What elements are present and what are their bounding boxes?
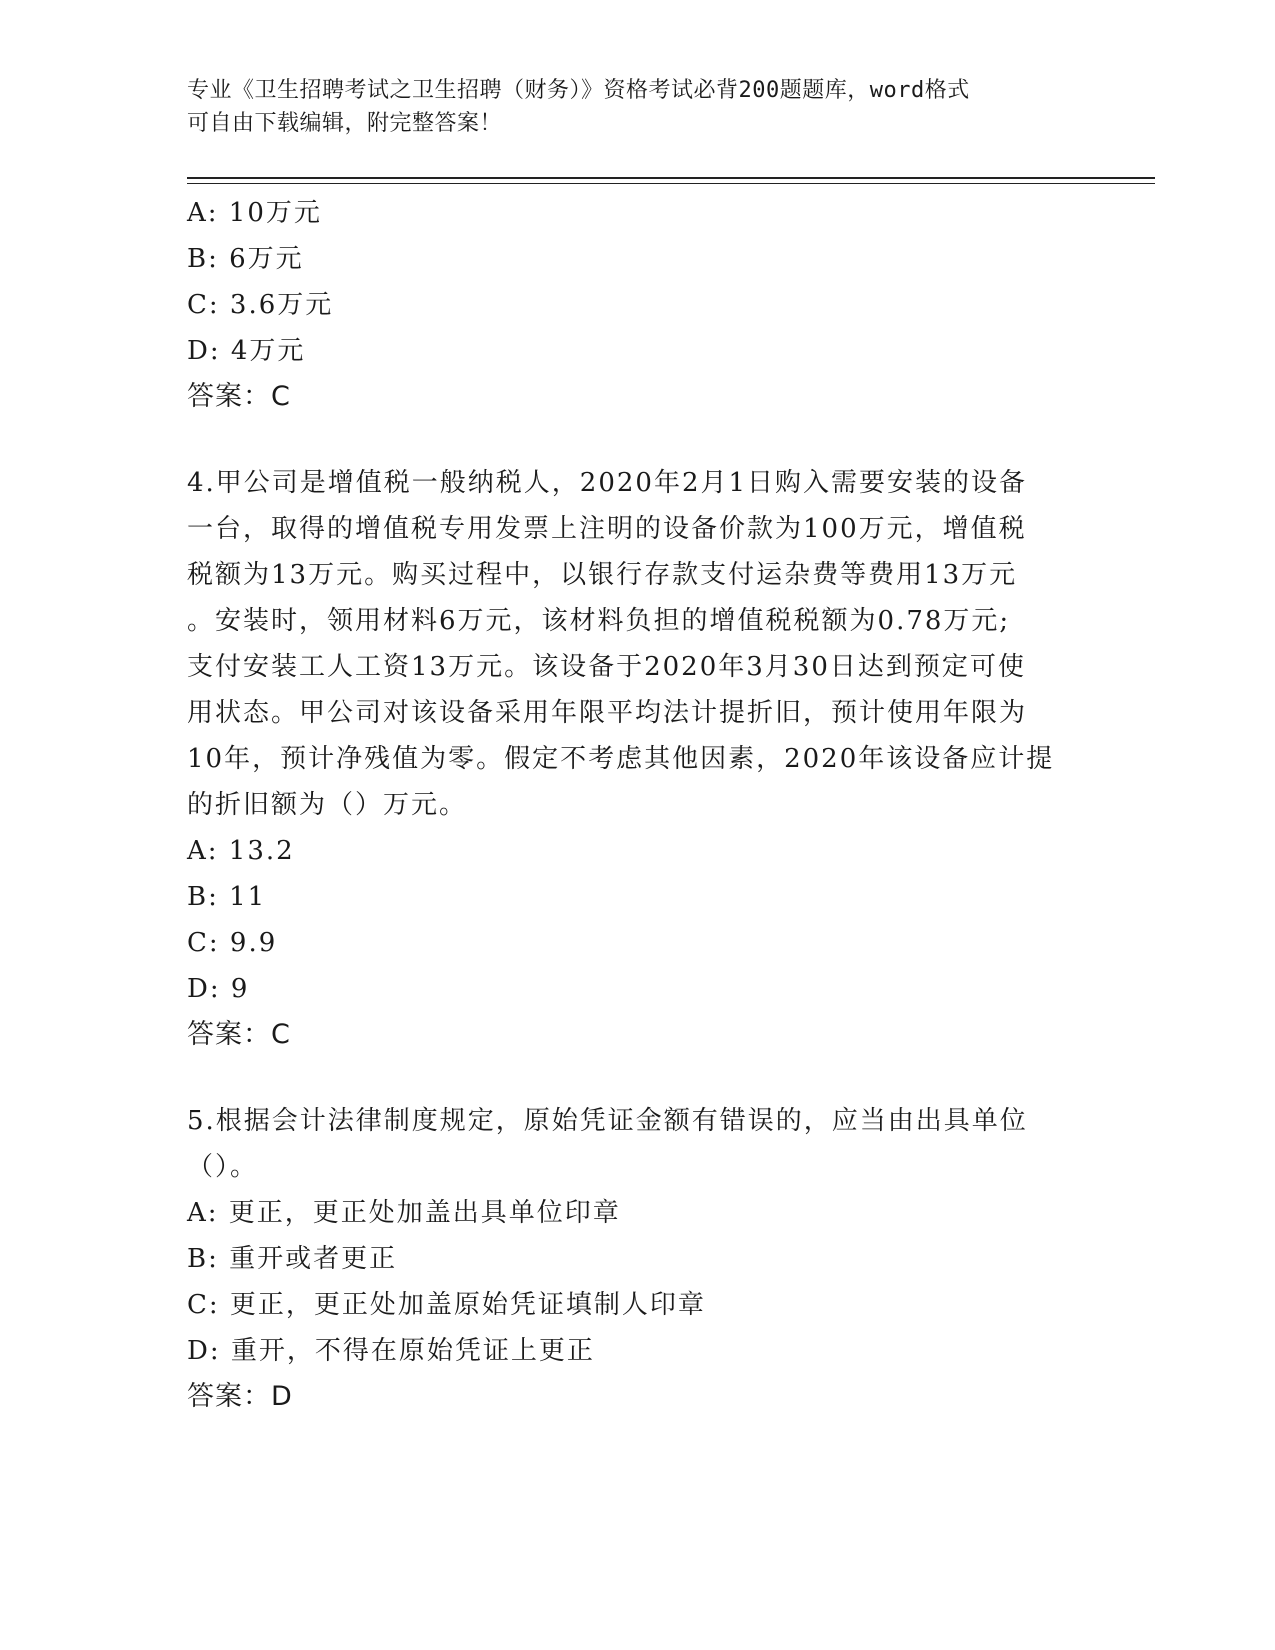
question-5-line: （）。 (187, 1152, 259, 1182)
question-5-option-c: C: 更正，更正处加盖原始凭证填制人印章 (187, 1290, 706, 1320)
question-3-options (187, 190, 1067, 374)
question-5-line: 5.根据会计法律制度规定，原始凭证金额有错误的，应当由出具单位 (187, 1106, 1028, 1136)
document-header (187, 74, 1087, 140)
question-5-stem (187, 1098, 1067, 1190)
question-4-line: 4.甲公司是增值税一般纳税人，2020年2月1日购入需要安装的设备 (187, 468, 1028, 498)
question-4-line: 一台，取得的增值税专用发票上注明的设备价款为100万元，增值税 (187, 514, 1027, 544)
question-5-option-d: D: 重开，不得在原始凭证上更正 (187, 1336, 595, 1366)
question-4-line: 税额为13万元。购买过程中，以银行存款支付运杂费等费用13万元 (187, 560, 1018, 590)
question-3-option-a: A: 10万元 (187, 198, 322, 228)
question-3-option-c: C: 3.6万元 (187, 290, 334, 320)
question-4-option-d: D: 9 (187, 974, 250, 1004)
spacer (187, 420, 1067, 460)
question-4-option-a: A: 13.2 (187, 836, 295, 866)
header-title-line-2: 可自由下载编辑，附完整答案！ (187, 111, 503, 136)
question-4-answer: 答案：C (187, 1019, 291, 1050)
question-3-answer: 答案：C (187, 381, 291, 412)
question-4-line: 。安装时，领用材料6万元，该材料负担的增值税税额为0.78万元; (187, 606, 1011, 636)
question-5-option-a: A: 更正，更正处加盖出具单位印章 (187, 1198, 621, 1228)
question-4-options (187, 828, 1067, 1012)
question-4-line: 支付安装工人工资13万元。该设备于2020年3月30日达到预定可使 (187, 652, 1026, 682)
question-5-answer: 答案：D (187, 1381, 293, 1412)
question-4-line: 的折旧额为（）万元。 (187, 790, 468, 820)
header-divider-thin (187, 183, 1155, 184)
spacer (187, 1058, 1067, 1098)
header-divider-thick (187, 177, 1155, 179)
header-title-line-1: 专业《卫生招聘考试之卫生招聘（财务）》资格考试必背200题题库，word格式 (187, 78, 970, 103)
question-4-line: 用状态。甲公司对该设备采用年限平均法计提折旧，预计使用年限为 (187, 698, 1028, 728)
question-3-option-b: B: 6万元 (187, 244, 304, 274)
question-4-option-c: C: 9.9 (187, 928, 278, 958)
question-4-option-b: B: 11 (187, 882, 267, 912)
question-5-options (187, 1190, 1067, 1374)
question-5-option-b: B: 重开或者更正 (187, 1244, 398, 1274)
question-3-option-d: D: 4万元 (187, 336, 306, 366)
question-4-stem (187, 460, 1067, 828)
question-4-line: 10年，预计净残值为零。假定不考虑其他因素，2020年该设备应计提 (187, 744, 1055, 774)
document-body (187, 190, 1067, 1420)
